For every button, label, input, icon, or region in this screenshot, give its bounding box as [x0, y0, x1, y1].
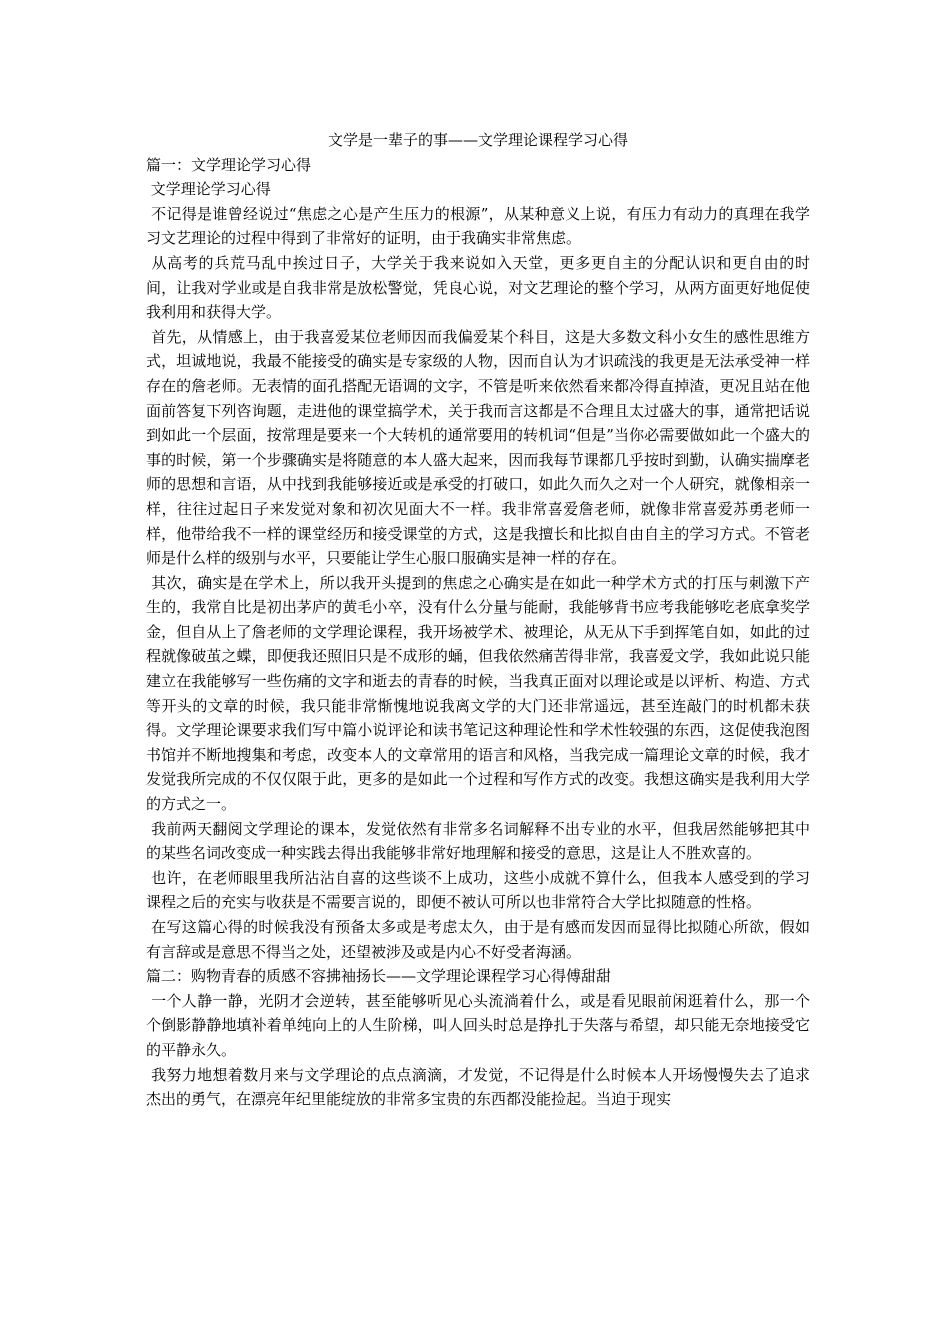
document-title: 文学是一辈子的事——文学理论课程学习心得 — [327, 131, 628, 149]
paragraph: 一个人静一静，光阴才会逆转，甚至能够听见心头流淌着什么，或是看见眼前闲逛着什么，那一个个倒影静静地填补着单纯向上的人生阶梯，叫人回头时总是挣扎于失落与希望，却只能无奈地接受它的平静永久。 — [146, 991, 810, 1059]
paragraph: 不记得是谁曾经说过“焦虑之心是产生压力的根源”，从某种意义上说，有压力有动力的真理在我学习文艺理论的过程中得到了非常好的证明，由于我确实非常焦虑。 — [146, 204, 810, 248]
document-body — [146, 153, 810, 1112]
paragraph: 首先，从情感上，由于我喜爱某位老师因而我偏爱某个科目，这是大多数文科小女生的感性思维方式，坦诚地说，我最不能接受的确实是专家级的人物，因而自认为才识疏浅的我更是无法承受神一样存在的詹老师。无表情的面孔搭配无语调的文字，不管是听来依然看来都冷得直掉渣，更况且站在他面前答复下列咨询题，走进他的课堂搞学术，关于我而言这都是不合理且太过盛大的事，通常把话说到如此一个层面，按常理是要来一个大转机的通常要用的转机词“但是”当你必需要做如此一个盛大的事的时候，第一个步骤确实是将随意的本人盛大起来，因而我每节课都几乎按时到勤，认确实揣摩老师的思想和言语，从中找到我能够接近或是承受的打破口，如此久而久之对一个人研究，就像相亲一样，往往过起日子来发觉对象和初次见面大不一样。我非常喜爱詹老师，就像非常喜爱苏勇老师一样，他带给我不一样的课堂经历和接受课堂的方式，这是我擅长和比拟自由自主的学习方式。不管老师是什么样的级别与水平，只要能让学生心服口服确实是神一样的存在。 — [146, 327, 810, 568]
section-heading: 篇一：文学理论学习心得 — [146, 155, 312, 174]
paragraph: 我前两天翻阅文学理论的课本，发觉依然有非常多名词解释不出专业的水平，但我居然能够把其中的某些名词改变成一种实践去得出我能够非常好地理解和接受的意思，这是让人不胜欢喜的。 — [146, 819, 810, 863]
paragraph: 我努力地想着数月来与文学理论的点点滴滴，才发觉，不记得是什么时候本人开场慢慢失去了追求杰出的勇气，在漂亮年纪里能绽放的非常多宝贵的东西都没能捡起。当迫于现实 — [146, 1065, 810, 1109]
paragraph: 在写这篇心得的时候我没有预备太多或是考虑太久，由于是有感而发因而显得比拟随心所欲，假如有言辞或是意思不得当之处，还望被涉及或是内心不好受者海涵。 — [146, 918, 810, 961]
paragraph: 也许，在老师眼里我所沾沾自喜的这些谈不上成功，这些小成就不算什么，但我本人感受到的学习课程之后的充实与收获是不需要言说的，即便不被认可所以也非常符合大学比拟随意的性格。 — [146, 868, 810, 912]
paragraph: 从高考的兵荒马乱中挨过日子，大学关于我来说如入天堂，更多更自主的分配认识和更自由的时间，让我对学业或是自我非常是放松警觉，凭良心说，对文艺理论的整个学习，从两方面更好地促使我利用和获得大学。 — [146, 253, 810, 322]
paragraph: 其次，确实是在学术上，所以我开头提到的焦虑之心确实是在如此一种学术方式的打压与刺激下产生的，我常自比是初出茅庐的黄毛小卒，没有什么分量与能耐，我能够背书应考我能够吃老底拿奖学金，但自从上了詹老师的文学理论课程，我开场被学术、被理论，从无从下手到挥笔自如，如此的过程就像破茧之蝶，即便我还照旧只是不成形的蛹，但我依然痛苦得非常，我喜爱文学，我如此说只能建立在我能够写一些伤痛的文字和逝去的青春的时候，当我真正面对以理论或是以评析、构造、方式等开头的文章的时候，我只能非常惭愧地说我离文学的大门还非常遥远，甚至连敲门的时机都未获得。文学理论课要求我们写中篇小说评论和读书笔记这种理论性和学术性较强的东西，这促使我泡图书馆并不断地搜集和考虑，改变本人的文章常用的语言和风格，当我完成一篇理论文章的时候，我才发觉我所完成的不仅仅限于此，更多的是如此一个过程和写作方式的改变。我想这确实是我利用大学的方式之一。 — [146, 573, 810, 814]
section-heading: 篇二：购物青春的质感不容拂袖扬长——文学理论课程学习心得傅甜甜 — [146, 967, 612, 986]
section-heading: 文学理论学习心得 — [146, 180, 271, 199]
